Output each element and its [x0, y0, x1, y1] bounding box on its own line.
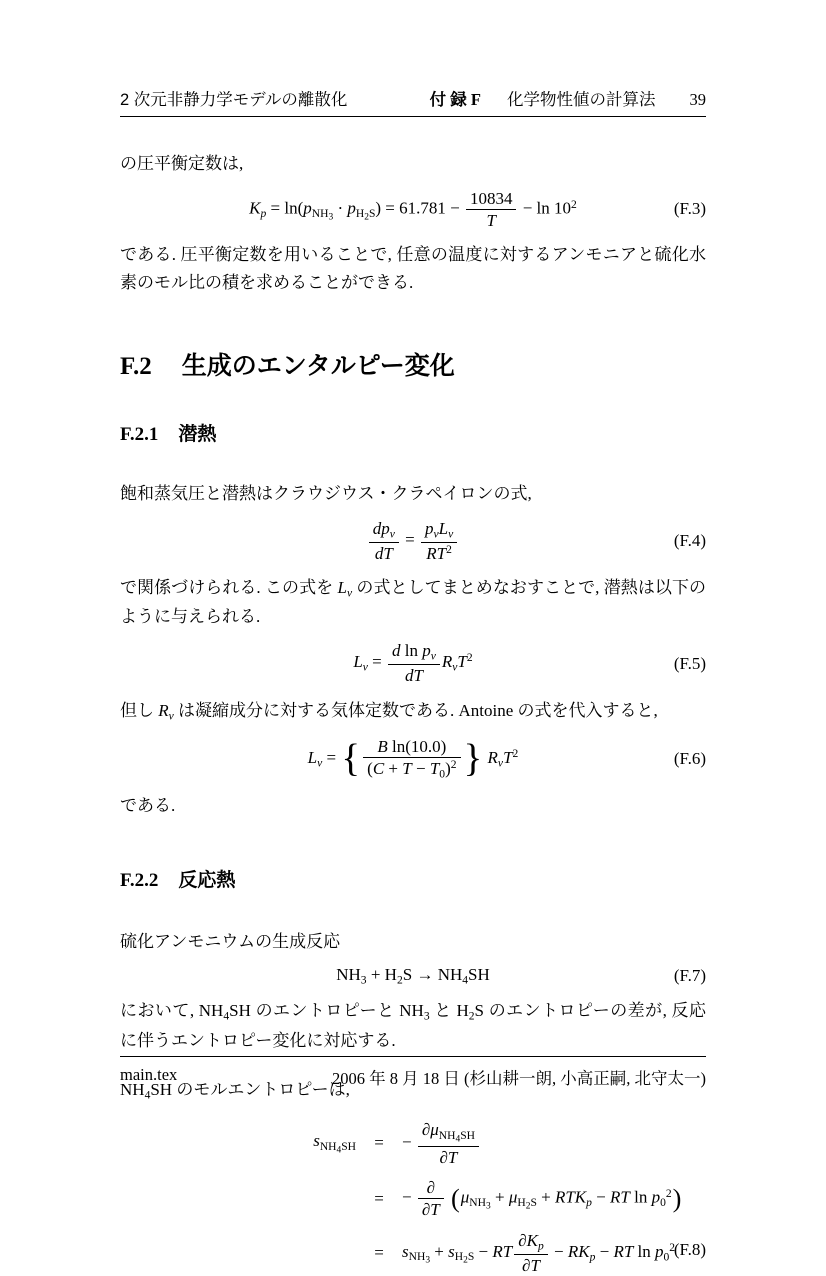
equation-f4-number: (F.4) [673, 530, 706, 550]
equation-f8-line-2 [120, 1177, 706, 1221]
paragraph-molar-entropy-intro: $NH_4SH$ のモルエントロピーは, [120, 1080, 350, 1102]
paragraph-entropy-difference: において, $NH_4SH$ のエントロピーと $NH_3$ と $H_2S$ のエントロピーの差が, 反応に伴うエントロピー変化に対応する. [120, 1001, 706, 1050]
paragraph-equilibrium-intro: の圧平衡定数は, [120, 154, 244, 173]
equation-f3-body: $K_p = \ln(p_{NH_3} \cdot p_{H_2S}) = 61.781$ − $\frac{10834}{T}$ − $\ln 10^2$ [249, 188, 577, 230]
equation-f8-rhs-1: − $\frac{\partial\mu_{NH_4SH}}{\partial T}$ [402, 1119, 706, 1168]
paragraph-latent-heat-derivation: で関係づけられる. この式を $L_v$ の式としてまとめなおすことで, 潜熱は以下のように与えられる. [120, 577, 707, 626]
equation-f8-line-1 [120, 1119, 706, 1168]
equation-f8-number: (F.8) [673, 1239, 706, 1259]
equation-f7-body: $NH_3 + H_2S \to NH_4SH$ [336, 965, 490, 987]
running-head [120, 86, 706, 117]
section-f2-title: 生成のエンタルピー変化 [181, 352, 455, 381]
equation-f8-lhs: $s_{NH_4SH}$ [313, 1131, 356, 1155]
page-number: 39 [689, 90, 706, 109]
running-head-appendix-label: 付 録 F [429, 90, 481, 109]
equation-f7-number: (F.7) [673, 965, 706, 985]
subsection-f21-title: 潜熱 [178, 424, 217, 446]
paragraph-gas-constant-antoine: 但し $R_v$ は凝縮成分に対する気体定数である. Antoine の式を代入すると, [120, 700, 658, 723]
page-footer [120, 1056, 706, 1089]
equation-f3-number: (F.3) [673, 199, 706, 219]
paragraph-formation-reaction: 硫化アンモニウムの生成反応 [120, 931, 341, 951]
subsection-f21-number: F.2.1 [120, 424, 159, 446]
subsection-f22-number: F.2.2 [120, 869, 159, 891]
paragraph-clausius-clapeyron: 飽和蒸気圧と潜熱はクラウジウス・クラペイロンの式, [120, 484, 532, 504]
equation-f7 [120, 965, 706, 987]
equation-f3 [120, 188, 706, 232]
equation-f6-number: (F.6) [673, 748, 706, 768]
equation-f5-number: (F.5) [673, 653, 706, 673]
equation-f5-body: $L_v$ = $\frac{d \ln p_v}{dT}$ $R_vT^2$ [353, 641, 473, 686]
equation-f4-body: $\frac{dp_v}{dT}$ = $\frac{p_vL_v}{RT^2}$ [367, 518, 459, 564]
equals-sign: = [374, 1188, 384, 1208]
subsection-f22-title: 反応熱 [178, 869, 236, 891]
subsection-heading-f22 [120, 865, 706, 892]
paragraph-dearu: である. [120, 795, 176, 815]
equation-f8-rhs-3: $s_{NH_3} + s_{H_2S}$ − RT $\frac{\partial K_p}{\partial T}$ − $RK_p$ − RT $\ln p_0^2$ [402, 1230, 676, 1275]
equation-f5 [120, 640, 706, 686]
footer-filename: main.tex [120, 1065, 178, 1084]
equation-f8-line-3 [120, 1230, 706, 1276]
equation-f6 [120, 736, 706, 782]
equation-f4 [120, 518, 706, 564]
section-f2-number: F.2 [120, 353, 152, 381]
equation-f6-body: $L_v$ = { $\frac{\text{B ln(10.0)}}{(C + T - T_0)^2}$ } $R_vT^2$ [307, 736, 519, 781]
equals-sign: = [374, 1133, 384, 1153]
section-heading-f2 [120, 346, 706, 382]
equation-f8 [120, 1119, 706, 1276]
footer-date-authors: 2006 年 8 月 18 日 (杉山耕一朗, 小高正嗣, 北守太一) [332, 1069, 706, 1088]
running-head-appendix-title: 化学物性値の計算法 [507, 91, 656, 109]
running-head-chapter: 2 次元非静力学モデルの離散化 [120, 91, 348, 109]
equals-sign: = [374, 1242, 384, 1262]
equation-f8-rhs-2: − $\frac{\partial}{\partial T}$ ($\mu_{NH_3} + \mu_{H_2S} + RTK_p$ − RT $\ln p_0^2$) [402, 1178, 682, 1220]
subsection-heading-f21 [120, 419, 706, 446]
paragraph-equilibrium-usage: である. 圧平衡定数を用いることで, 任意の温度に対するアンモニアと硫化水素のモル比の積を求めることができる. [120, 245, 706, 292]
